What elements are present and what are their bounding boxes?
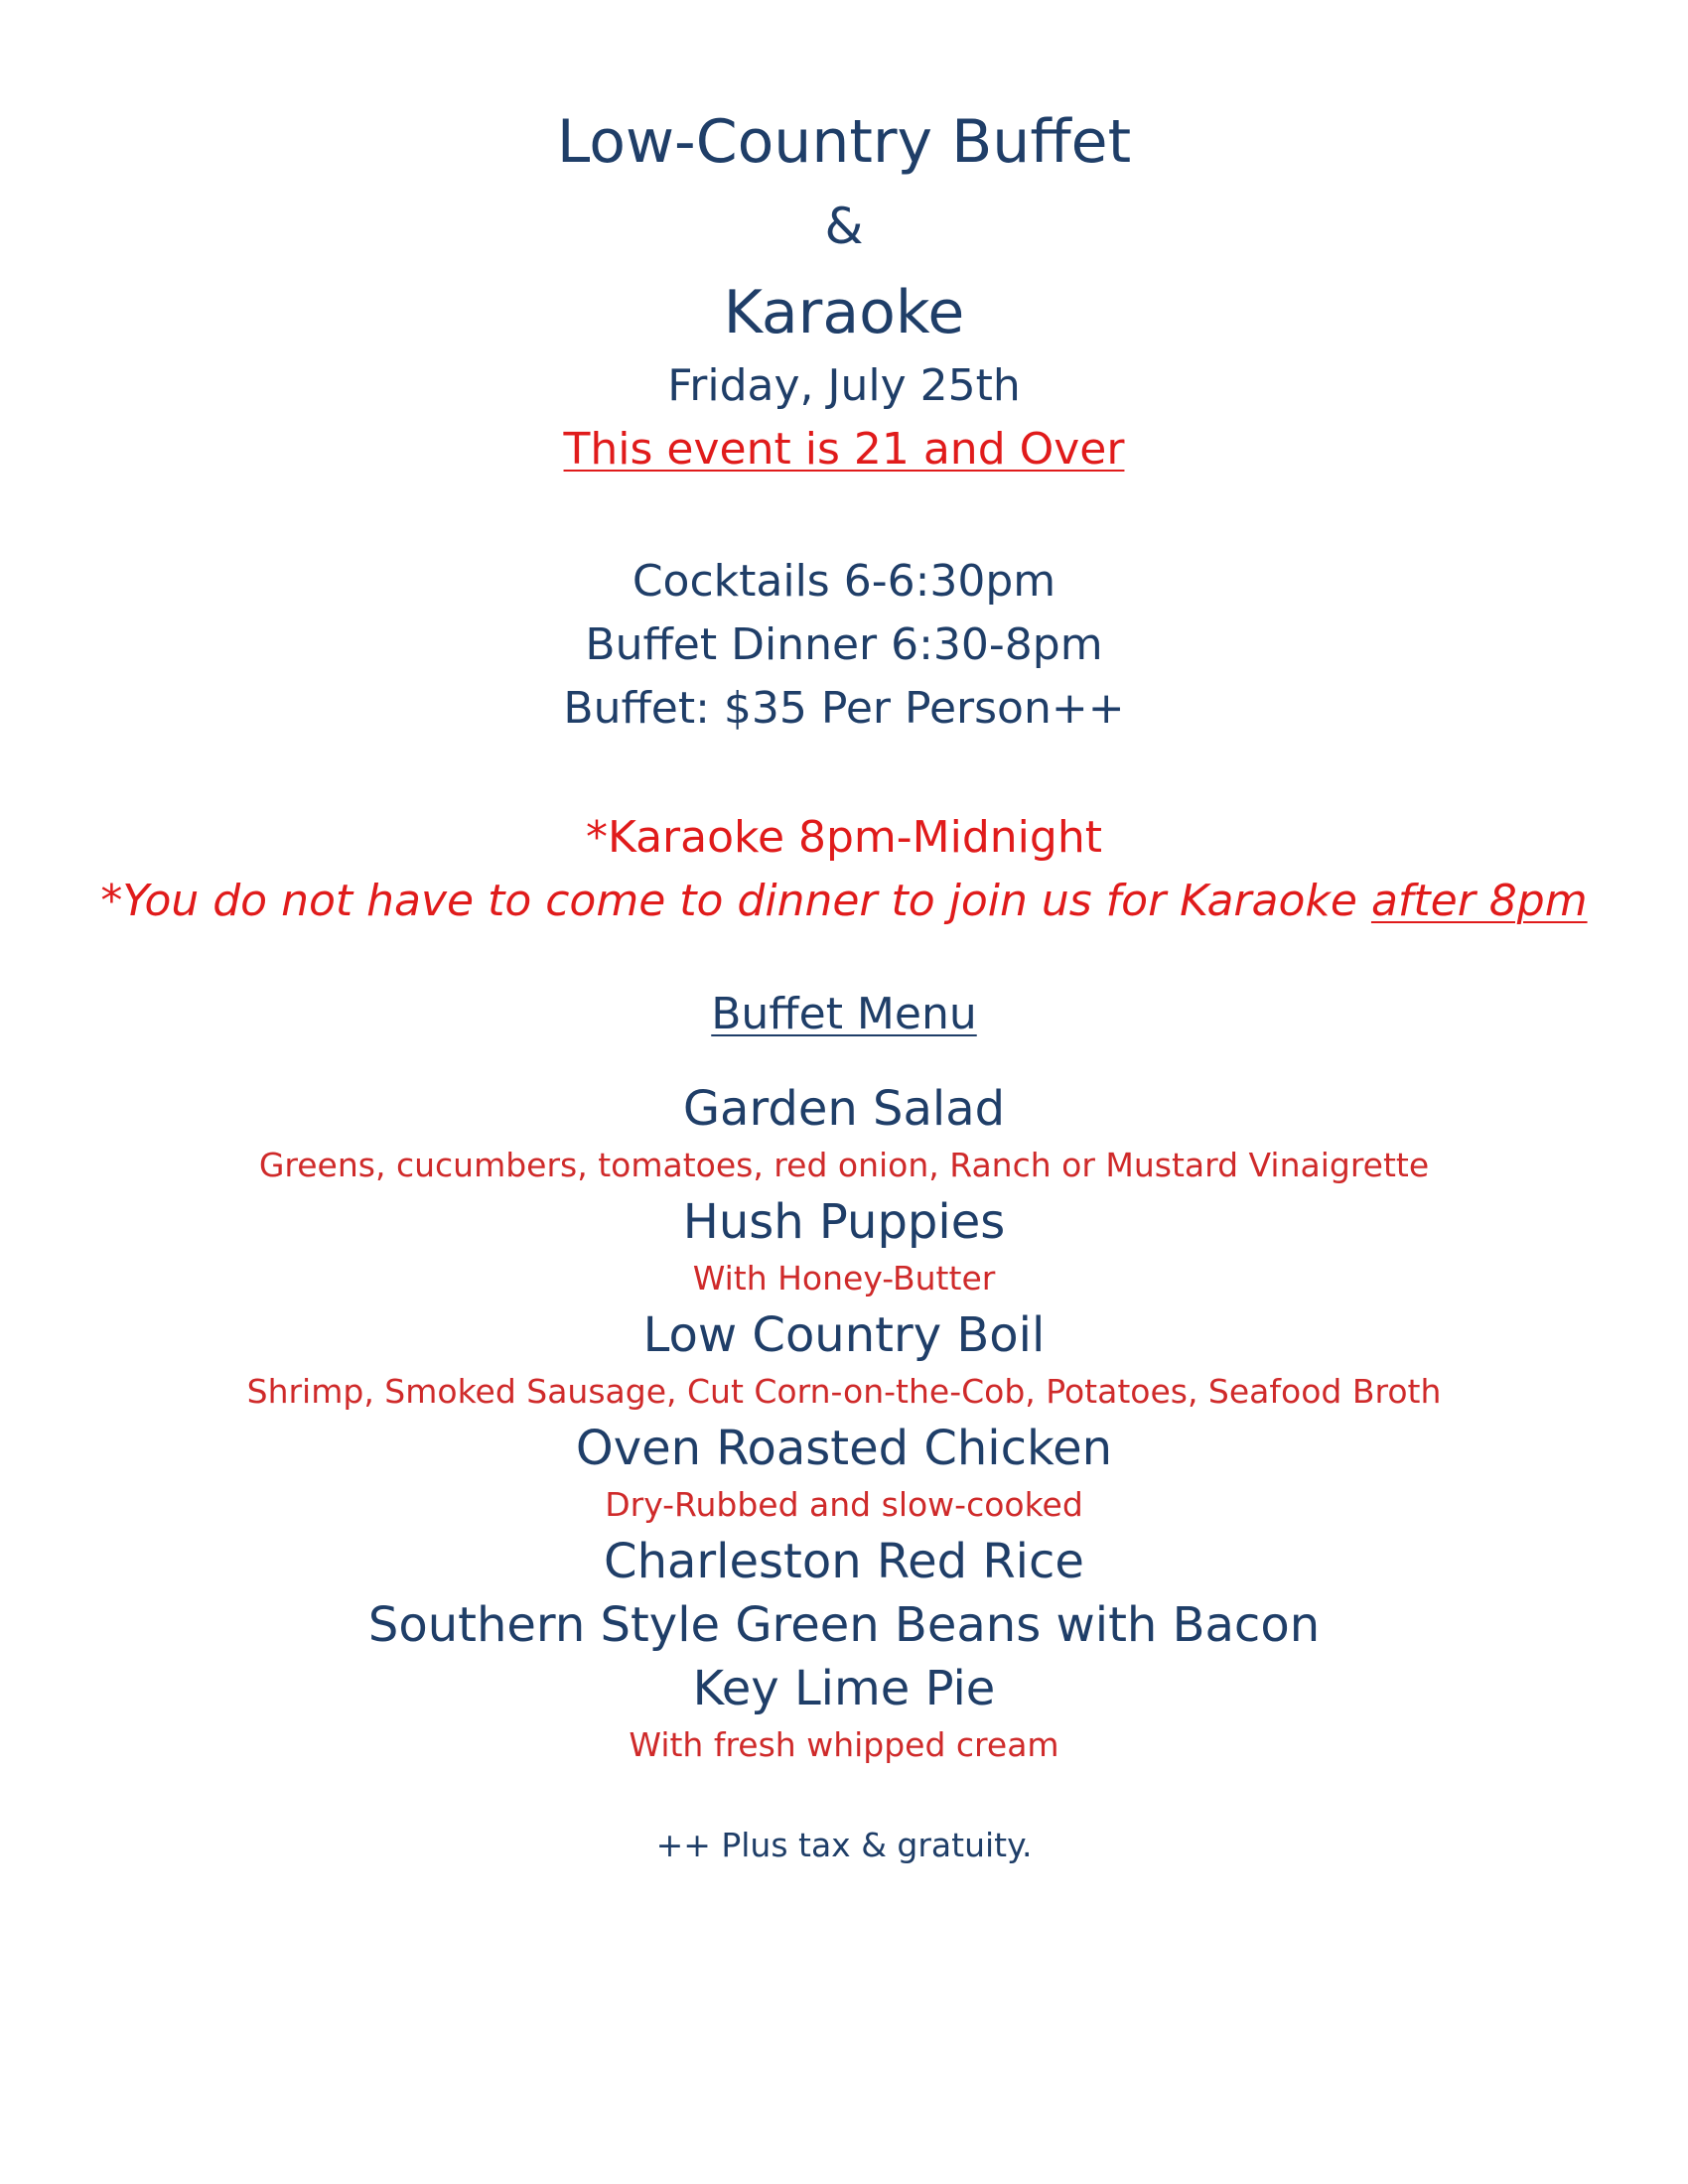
menu-heading: Buffet Menu [711,989,977,1039]
cocktails-time: Cocktails 6-6:30pm [632,556,1056,607]
karaoke-time: *Karaoke 8pm-Midnight [586,812,1102,863]
menu-item-name: Oven Roasted Chicken [575,1421,1113,1476]
age-notice: This event is 21 and Over [563,424,1125,475]
menu-item-name: Garden Salad [682,1081,1006,1137]
karaoke-note [0,876,1688,926]
buffet-price: Buffet: $35 Per Person++ [563,683,1125,734]
menu-item-desc: With fresh whipped cream [629,1725,1059,1764]
menu-item-desc: Greens, cucumbers, tomatoes, red onion, Ranch or Mustard Vinaigrette [258,1146,1430,1184]
menu-item-name: Charleston Red Rice [604,1534,1084,1589]
karaoke-note-emphasis: after 8pm [1370,876,1588,926]
menu-item-desc: Shrimp, Smoked Sausage, Cut Corn-on-the-Cob, Potatoes, Seafood Broth [246,1372,1442,1411]
karaoke-note-text: *You do not have to come to dinner to join us for Karaoke [100,876,1371,926]
menu-item-name: Southern Style Green Beans with Bacon [367,1597,1321,1653]
menu-item-desc: Dry-Rubbed and slow-cooked [605,1485,1083,1524]
title-ampersand: & [824,198,864,255]
event-date: Friday, July 25th [667,360,1021,411]
event-subtitle: Karaoke [723,278,965,347]
dinner-time: Buffet Dinner 6:30-8pm [585,619,1103,670]
menu-item-desc: With Honey-Butter [692,1259,996,1297]
menu-item-name: Hush Puppies [682,1194,1006,1250]
tax-gratuity-note: ++ Plus tax & gratuity. [655,1826,1033,1864]
menu-item-name: Key Lime Pie [692,1661,996,1716]
menu-item-name: Low Country Boil [642,1307,1046,1363]
event-title: Low-Country Buffet [556,107,1132,177]
